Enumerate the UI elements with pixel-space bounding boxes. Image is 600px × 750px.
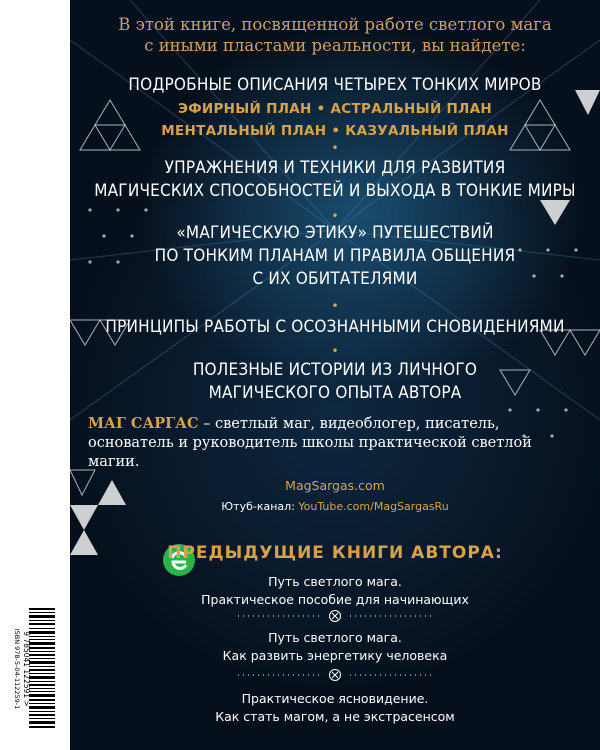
exercises-line-1: УПРАЖНЕНИЯ И ТЕХНИКИ ДЛЯ РАЗВИТИЯ xyxy=(164,158,506,178)
book-1-title: Путь светлого мага. xyxy=(268,574,402,589)
intro-line-1: В этой книге, посвященной работе светлого мага xyxy=(118,15,552,34)
youtube-line xyxy=(70,500,600,513)
previous-books-title: ПРЕДЫДУЩИЕ КНИГИ АВТОРА: xyxy=(167,543,503,563)
barcode-digits: 9 785041 122591 > xyxy=(22,631,31,707)
book-3-subtitle: Как стать магом, а не экстрасенсом xyxy=(215,709,455,724)
book-3-title: Практическое ясновидение. xyxy=(241,691,429,706)
isbn-text: ISBN 978-5-04-112259-1 xyxy=(13,628,21,710)
plans-list xyxy=(70,98,600,142)
ornament-divider-icon xyxy=(70,668,600,682)
stories-line-1: ПОЛЕЗНЫЕ ИСТОРИИ ИЗ ЛИЧНОГО xyxy=(192,360,478,380)
previous-book-2 xyxy=(70,629,600,665)
barcode-bars xyxy=(7,600,59,738)
ethics-line-3: С ИХ ОБИТАТЕЛЯМИ xyxy=(252,269,418,289)
book-1-subtitle: Практическое пособие для начинающих xyxy=(201,592,469,607)
author-description: – светлый маг, видеоблогер, писатель, основатель и руководитель школы практической светлой магии. xyxy=(88,416,532,470)
back-cover xyxy=(70,0,600,750)
dreams-heading: ПРИНЦИПЫ РАБОТЫ С ОСОЗНАННЫМИ СНОВИДЕНИЯМИ xyxy=(105,317,565,337)
book-2-subtitle: Как развить энергетику человека xyxy=(222,648,448,663)
bullet-separator: • xyxy=(331,299,339,313)
book-2-title: Путь светлого мага. xyxy=(268,630,402,645)
ethics-heading xyxy=(70,222,600,291)
previous-book-3 xyxy=(70,690,600,726)
bullet-separator: • xyxy=(331,344,339,358)
ethics-line-2: ПО ТОНКИМ ПЛАНАМ И ПРАВИЛА ОБЩЕНИЯ xyxy=(154,246,516,266)
isbn-barcode xyxy=(7,600,59,738)
stories-heading xyxy=(70,359,600,405)
bullet-separator: • xyxy=(331,141,339,155)
plans-line-1: ЭФИРНЫЙ ПЛАН • АСТРАЛЬНЫЙ ПЛАН xyxy=(177,101,492,117)
intro-text xyxy=(70,14,600,56)
worlds-heading: ПОДРОБНЫЕ ОПИСАНИЯ ЧЕТЫРЕХ ТОНКИХ МИРОВ xyxy=(128,75,542,95)
bullet-separator: • xyxy=(331,209,339,223)
plans-line-2: МЕНТАЛЬНЫЙ ПЛАН • КАЗУАЛЬНЫЙ ПЛАН xyxy=(161,123,509,139)
website-link[interactable]: MagSargas.com xyxy=(285,478,385,493)
youtube-link[interactable]: YouTube.com/MagSargasRu xyxy=(298,500,449,513)
author-name: МАГ САРГАС xyxy=(88,415,199,432)
exercises-line-2: МАГИЧЕСКИХ СПОСОБНОСТЕЙ И ВЫХОДА В ТОНКИЕ МИРЫ xyxy=(94,181,576,201)
previous-book-1 xyxy=(70,573,600,609)
stories-line-2: МАГИЧЕСКОГО ОПЫТА АВТОРА xyxy=(208,383,462,403)
exercises-heading xyxy=(70,157,600,203)
youtube-label: Ютуб-канал: xyxy=(221,500,299,513)
ornament-divider-icon xyxy=(70,609,600,623)
intro-line-2: с иными пластами реальности, вы найдете: xyxy=(144,36,526,55)
ethics-line-1: «МАГИЧЕСКУЮ ЭТИКУ» ПУТЕШЕСТВИЙ xyxy=(176,223,494,243)
author-bio xyxy=(88,414,578,472)
